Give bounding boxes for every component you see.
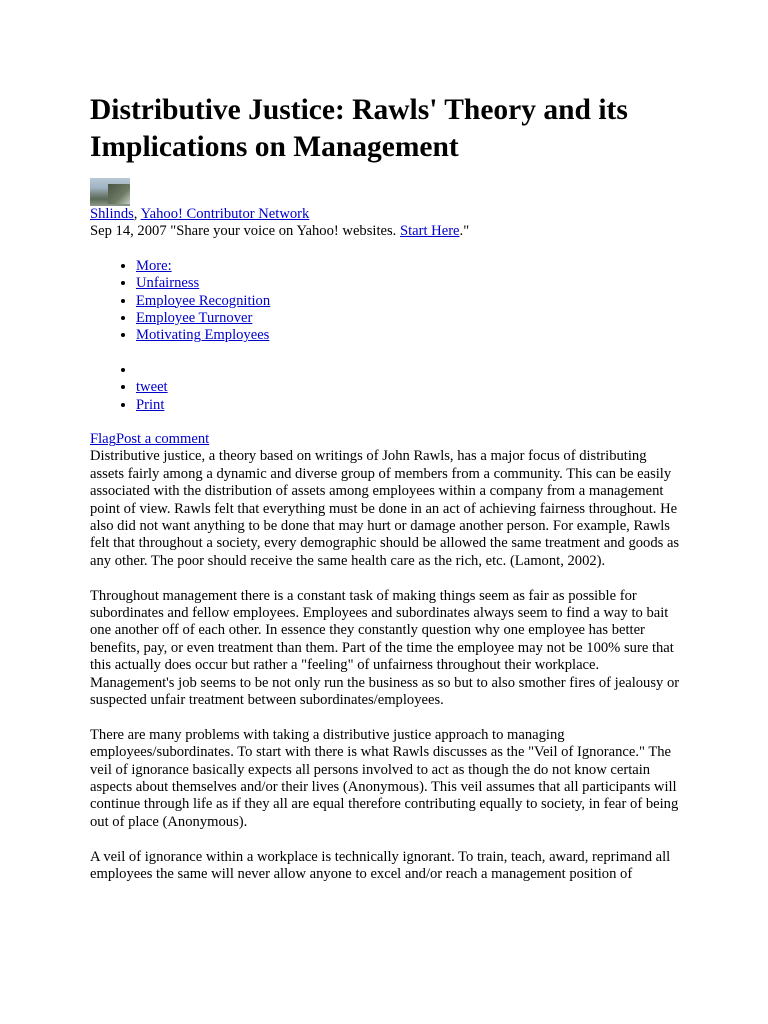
more-list xyxy=(90,258,680,345)
list-item[interactable] xyxy=(136,293,680,310)
motivating-employees-link[interactable]: Motivating Employees xyxy=(136,327,270,344)
date-line: Sep 14, 2007 "Share your voice on Yahoo! websites. Start Here." xyxy=(90,223,470,240)
author-avatar[interactable] xyxy=(90,178,130,206)
start-here-link[interactable]: Start Here xyxy=(399,223,460,240)
action-links xyxy=(90,431,680,448)
print-link[interactable]: Print xyxy=(136,396,165,413)
list-item[interactable] xyxy=(136,310,680,327)
list-item xyxy=(136,362,680,379)
list-item[interactable] xyxy=(136,258,680,275)
paragraph: Distributive justice, a theory based on writings of John Rawls, has a major focus of distributing assets fairly among a dynamic and diverse group of members from a community. This can be easily associated with the distribution of assets among employees within a company from a management point of view. Rawls felt that everything must be done in an act of achieving fairness throughout. He also did not want anything to be done that may hurt or damage another person. For example, Rawls felt that throughout a society, every demographic should be allowed the same treatment and goods as any other. The poor should receive the same health care as the rich, etc. (Lamont, 2002). xyxy=(90,448,680,569)
list-item[interactable] xyxy=(136,327,680,344)
paragraph: Throughout management there is a constant task of making things seem as fair as possible for subordinates and fellow employees. Employees and subordinates always seem to find a way to bait one another off of each other. In essence they constantly question why one employee has better benefits, pay, or even treatment than them. Part of the time the employee may not be 100% sure that this actually does occur but rather a "feeling" of unfairness throughout their workplace. Management's job seems to be not only run the business as so but to also smother fires of jealousy or suspected unfair treatment between subordinates/employees. xyxy=(90,587,680,709)
article-body xyxy=(90,448,680,883)
list-item[interactable] xyxy=(136,397,680,414)
author-link[interactable]: Shlinds xyxy=(90,206,134,222)
post-comment-link[interactable]: Post a comment xyxy=(115,430,210,447)
unfairness-link[interactable]: Unfairness xyxy=(136,275,200,292)
article-title: Distributive Justice: Rawls' Theory and its Implications on Management xyxy=(90,94,628,163)
date-text: Sep 14, 2007 "Share your voice on Yahoo! websites. xyxy=(90,223,400,240)
employee-turnover-link[interactable]: Employee Turnover xyxy=(136,309,253,326)
employee-recognition-link[interactable]: Employee Recognition xyxy=(136,292,271,309)
more-link[interactable]: More: xyxy=(136,257,172,274)
tweet-link[interactable]: tweet xyxy=(136,379,168,396)
list-item[interactable] xyxy=(136,275,680,292)
network-link[interactable]: Yahoo! Contributor Network xyxy=(140,206,310,222)
paragraph: There are many problems with taking a distributive justice approach to managing employees/subordinates. To start with there is what Rawls discusses as the "Veil of Ignorance." The veil of ignorance basically expects all persons involved to act as though the do not know certain aspects about themselves and/or their lives (Anonymous). This veil assumes that all participants will continue through life as if they all are equal therefore contributing equally to society, in fear of being out of place (Anonymous). xyxy=(90,726,679,830)
share-list xyxy=(90,362,680,414)
list-item[interactable] xyxy=(136,379,680,396)
byline: Shlinds, Yahoo! Contributor Network xyxy=(90,206,310,222)
flag-link[interactable]: Flag xyxy=(90,430,116,447)
paragraph: A veil of ignorance within a workplace is technically ignorant. To train, teach, award, reprimand all employees the same will never allow anyone to excel and/or reach a management position of xyxy=(90,848,671,883)
